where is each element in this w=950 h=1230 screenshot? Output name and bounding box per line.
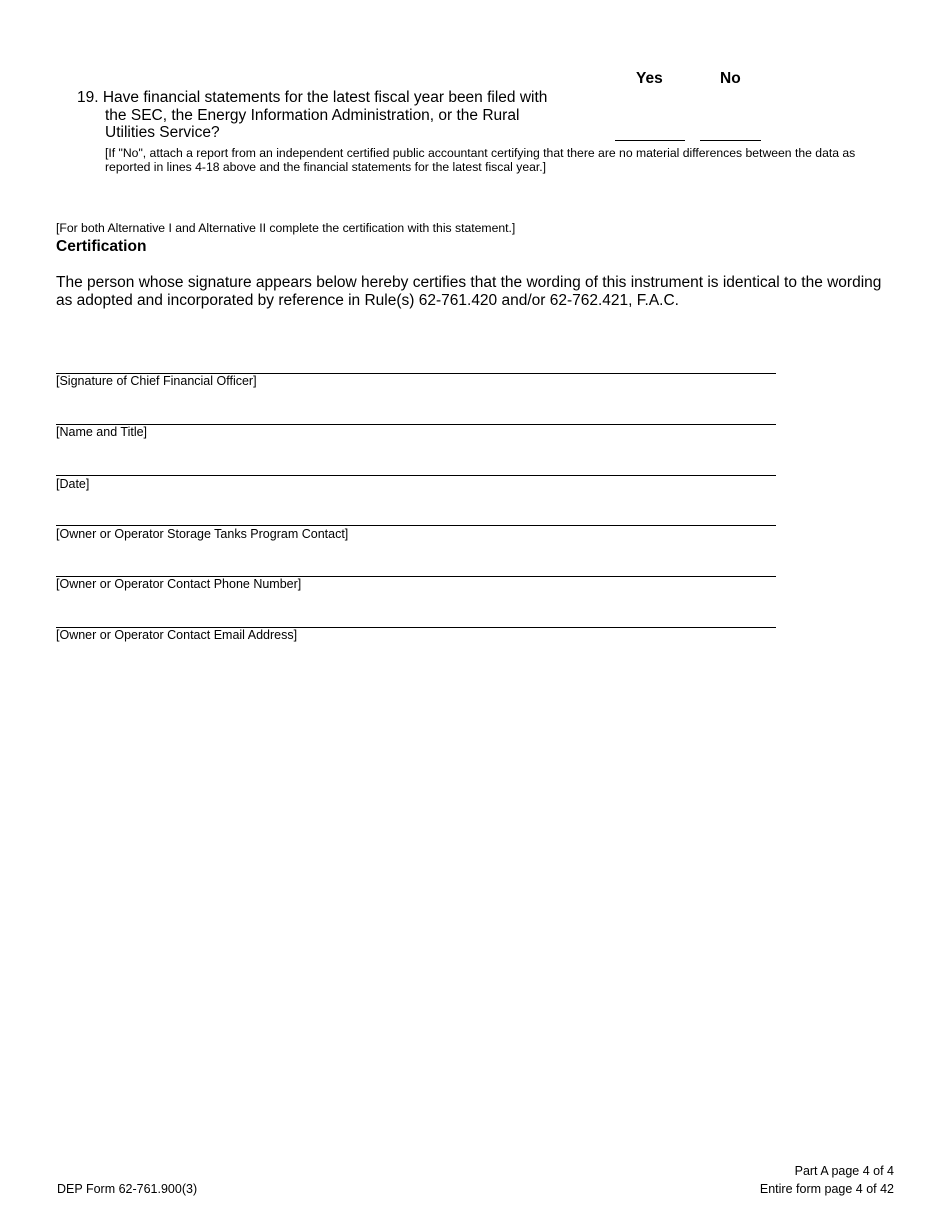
- entire-form-page-number: Entire form page 4 of 42: [759, 1182, 894, 1196]
- program-contact-label: [Owner or Operator Storage Tanks Program Contact]: [56, 527, 349, 541]
- certification-heading: Certification: [56, 238, 147, 255]
- question-19-line3: Utilities Service?: [105, 124, 220, 141]
- certification-text-line1: The person whose signature appears below hereby certifies that the wording of this instrument is identical to the wording: [56, 274, 882, 291]
- part-page-number: Part A page 4 of 4: [794, 1164, 894, 1178]
- yes-column-header: Yes: [636, 70, 663, 87]
- date-label: [Date]: [56, 477, 90, 491]
- signature-cfo-label: [Signature of Chief Financial Officer]: [56, 374, 257, 388]
- question-19-line2: the SEC, the Energy Information Administration, or the Rural: [105, 107, 520, 124]
- contact-email-label: [Owner or Operator Contact Email Address]: [56, 628, 298, 642]
- no-answer-blank[interactable]: [700, 140, 761, 141]
- form-id: DEP Form 62-761.900(3): [57, 1182, 198, 1196]
- certification-instruction: [For both Alternative I and Alternative II complete the certification with this statement.]: [56, 221, 516, 235]
- program-contact-line[interactable]: [56, 525, 776, 526]
- name-title-label: [Name and Title]: [56, 425, 148, 439]
- contact-phone-label: [Owner or Operator Contact Phone Number]: [56, 577, 302, 591]
- no-column-header: No: [720, 70, 741, 87]
- question-19-note-line1: [If "No", attach a report from an independent certified public accountant certifying that there are no material differences between the data as: [105, 146, 856, 160]
- yes-answer-blank[interactable]: [615, 140, 685, 141]
- date-line[interactable]: [56, 475, 776, 476]
- question-19-line1: 19. Have financial statements for the latest fiscal year been filed with: [77, 89, 548, 106]
- certification-text-line2: as adopted and incorporated by reference in Rule(s) 62-761.420 and/or 62-762.421, F.A.C.: [56, 292, 679, 309]
- question-19-note-line2: reported in lines 4-18 above and the financial statements for the latest fiscal year.]: [105, 160, 547, 174]
- name-title-line[interactable]: [56, 424, 776, 425]
